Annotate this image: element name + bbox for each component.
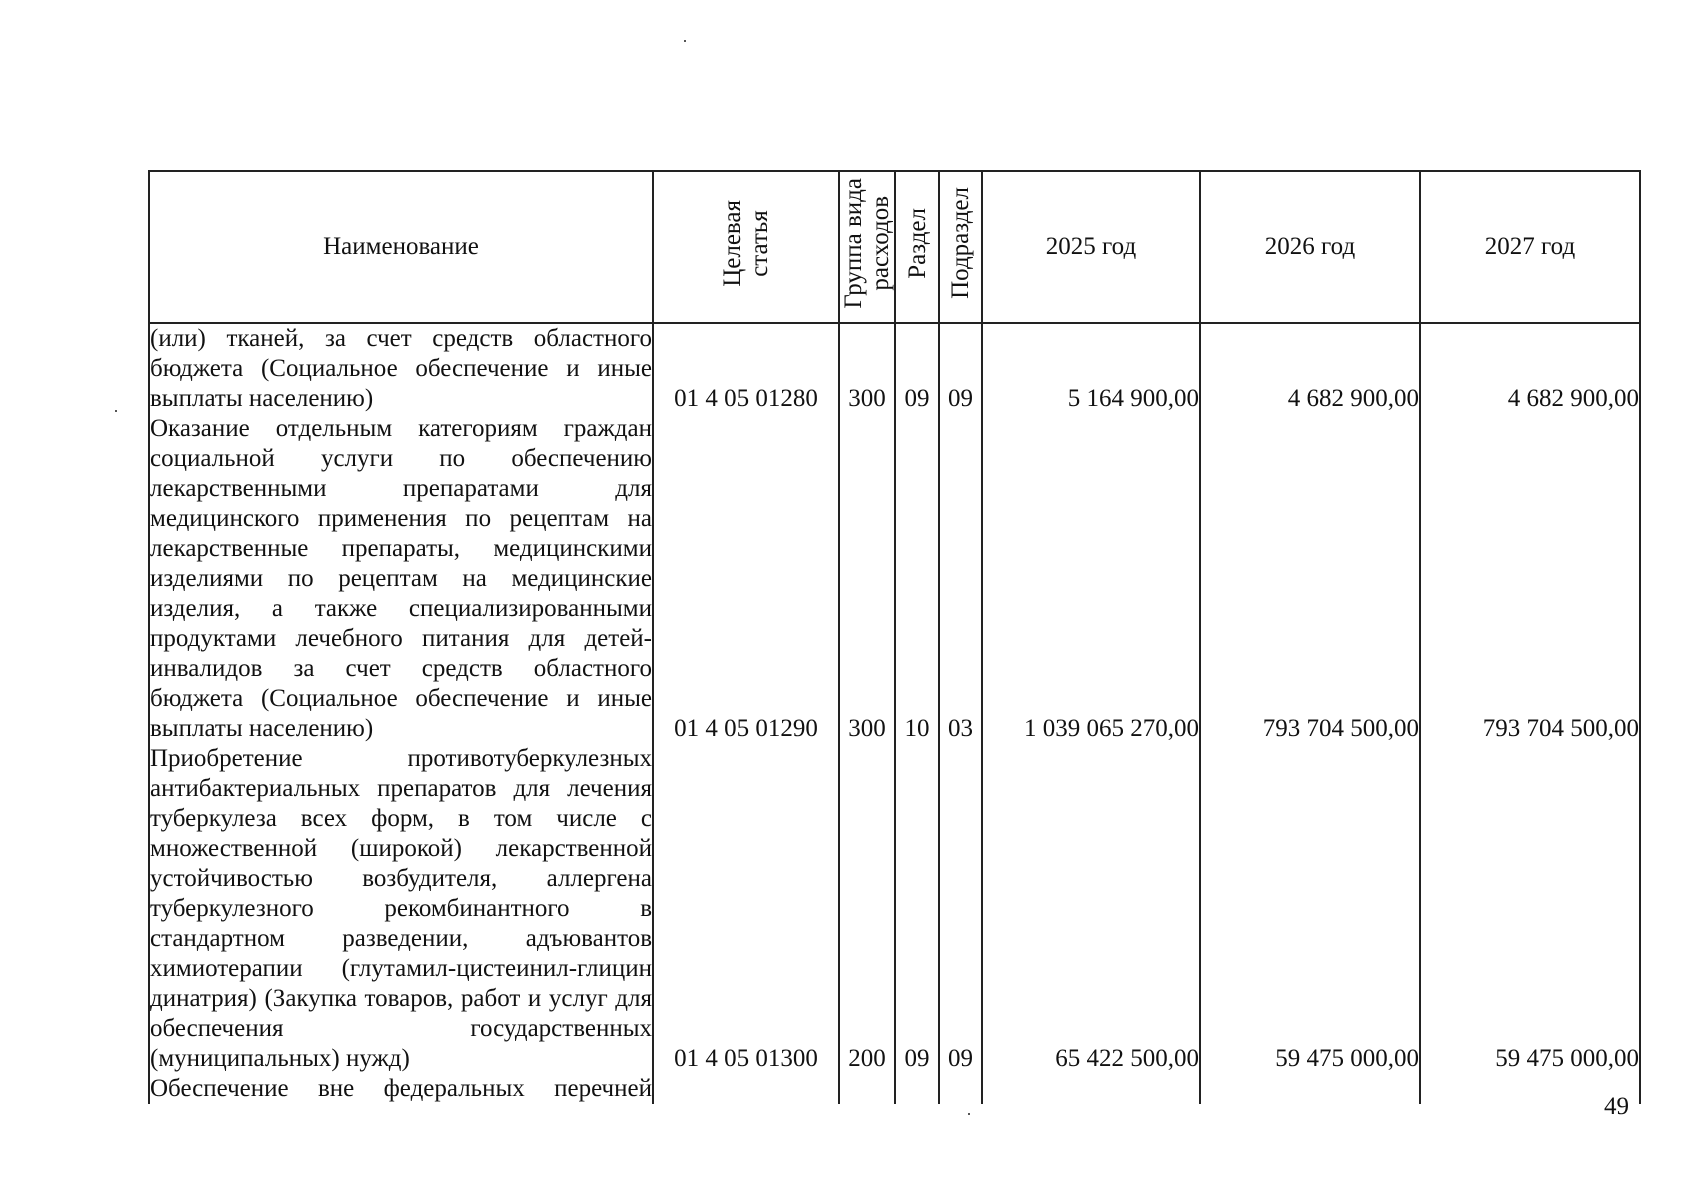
row-amount-2026: 4 682 900,00: [1200, 323, 1420, 414]
row-amount-2027: 793 704 500,00: [1420, 414, 1640, 744]
row-amount-2025: 65 422 500,00: [982, 744, 1200, 1074]
row-expense-group: 300: [839, 414, 895, 744]
header-expense-group: Группа вида расходов: [839, 171, 895, 323]
header-target-article: Целевая статья: [653, 171, 839, 323]
row-target-article: 01 4 05 01290: [653, 414, 839, 744]
table-row: [149, 744, 1640, 1074]
row-expense-group: [839, 1074, 895, 1104]
row-name: Обеспечение вне федеральных перечней: [150, 1075, 652, 1102]
row-amount-2027: 59 475 000,00: [1420, 744, 1640, 1074]
row-name: Приобретение противотуберкулезных антибактериальных препаратов для лечения туберкулеза всех форм, в том числе с множественной (широкой) лекарственной устойчивостью возбудителя, аллергена туберкулезного рекомбинантного в стандартном разведении, адъювантов химиотерапии (глутамил-цистеинил-глицин динатрия) (Закупка товаров, работ и услуг для обеспечения государственных (муниципальных) нужд): [150, 745, 652, 1072]
page-number: 49: [1604, 1093, 1629, 1120]
scan-speck: [115, 410, 117, 412]
row-amount-2026: 59 475 000,00: [1200, 744, 1420, 1074]
row-amount-2026: 793 704 500,00: [1200, 414, 1420, 744]
header-year-2025: 2025 год: [982, 171, 1200, 323]
row-target-article: 01 4 05 01280: [653, 323, 839, 414]
header-year-2026: 2026 год: [1200, 171, 1420, 323]
header-year-2027: 2027 год: [1420, 171, 1640, 323]
row-subsection: 09: [939, 323, 982, 414]
row-subsection: 09: [939, 744, 982, 1074]
row-amount-2025: [982, 1074, 1200, 1104]
row-section: 10: [895, 414, 939, 744]
row-section: 09: [895, 323, 939, 414]
scan-speck: [968, 1113, 970, 1115]
row-section: 09: [895, 744, 939, 1074]
row-expense-group: 200: [839, 744, 895, 1074]
table-row: [149, 1074, 1640, 1104]
row-amount-2025: 1 039 065 270,00: [982, 414, 1200, 744]
budget-table: [148, 170, 1641, 1104]
table-header-row: [149, 171, 1640, 323]
row-expense-group: 300: [839, 323, 895, 414]
row-name: Оказание отдельным категориям граждан социальной услуги по обеспечению лекарственными препаратами для медицинского применения по рецептам на лекарственные препараты, медицинскими изделиями по рецептам на медицинские изделия, а также специализированными продуктами лечебного питания для детей-инвалидов за счет средств областного бюджета (Социальное обеспечение и иные выплаты населению): [150, 415, 652, 742]
row-target-article: [653, 1074, 839, 1104]
header-subsection: Подраздел: [939, 171, 982, 323]
row-subsection: [939, 1074, 982, 1104]
header-name: Наименование: [149, 171, 653, 323]
row-subsection: 03: [939, 414, 982, 744]
scan-speck: [684, 40, 686, 42]
table-row: [149, 323, 1640, 414]
row-name: (или) тканей, за счет средств областного бюджета (Социальное обеспечение и иные выплаты населению): [150, 325, 652, 412]
row-amount-2026: [1200, 1074, 1420, 1104]
header-section: Раздел: [895, 171, 939, 323]
table-row: [149, 414, 1640, 744]
row-amount-2027: 4 682 900,00: [1420, 323, 1640, 414]
row-target-article: 01 4 05 01300: [653, 744, 839, 1074]
row-section: [895, 1074, 939, 1104]
row-amount-2025: 5 164 900,00: [982, 323, 1200, 414]
